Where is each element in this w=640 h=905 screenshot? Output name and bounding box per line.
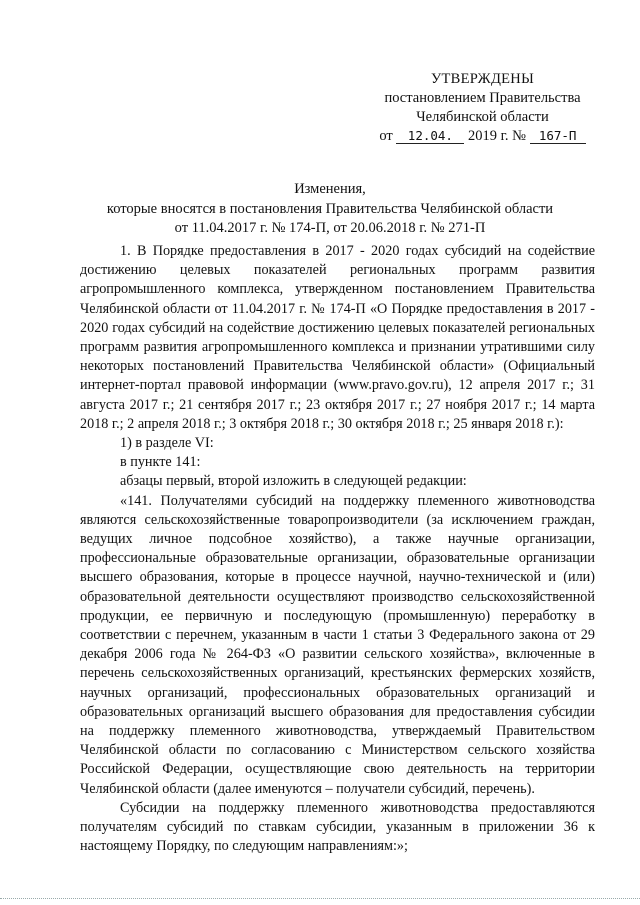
- paragraph-3: в пункте 141:: [120, 454, 201, 471]
- paragraph-5: «141. Получателями субсидий на поддержку племенного животноводства являются сельскохозяйственные товаропроизводители (за исключением граждан, ведущих личное подсобное хозяйство), а также научные организации, профессиональные образовательные организации, образовательные организации высшего образования, которые в процессе научной, научно-технической и (или) образовательной деятельности осуществляют производство сельскохозяйственной продукции, ее первичную и последующую (промышленную) переработку в соответствии с перечнем, указанным в части 1 статьи 3 Федерального закона от 29 декабря 2006 года № 264-ФЗ «О развитии сельского хозяйства», включенные в перечень сельскохозяйственных организаций, крестьянских фермерских хозяйств, научных организаций, профессиональных образовательных организаций и образовательных организаций высшего образования для предоставления субсидии на поддержку племенного животноводства, утверждаемый Правительством Челябинской области по согласованию с Министерством сельского хозяйства Российской Федерации, осуществляющие свою деятельность на территории Челябинской области (далее именуются – получатели субсидий, перечень).: [80, 492, 595, 797]
- paragraph-6: Субсидии на поддержку племенного животноводства предоставляются получателям субсидий по ставкам субсидии, указанным в приложении 36 к настоящему Порядку, по следующим направлениям:»;: [80, 799, 595, 855]
- heading-line-3: от 11.04.2017 г. № 174-П, от 20.06.2018 г. № 271-П: [174, 220, 486, 236]
- document-heading: [80, 180, 580, 239]
- paragraph-1: 1. В Порядке предоставления в 2017 - 2020 годах субсидий на содействие достижению целевых показателей региональных программ развития агропромышленного комплекса, утвержденном постановлением Правительства Челябинской области от 11.04.2017 г. № 174-П «О Порядке предоставления в 2017 - 2020 годах субсидий на содействие достижению целевых показателей региональных программ развития агропромышленного комплекса и признании утратившими силу некоторых постановлений Правительства Челябинской области» (Официальный интернет-портал правовой информации (www.pravo.gov.ru), 12 апреля 2017 г.; 31 августа 2017 г.; 21 сентября 2017 г.; 23 октября 2017 г.; 27 ноября 2017 г.; 14 марта 2018 г.; 2 апреля 2018 г.; 3 октября 2018 г.; 30 октября 2018 г.; 25 января 2018 г.):: [80, 243, 595, 432]
- page-bottom-edge: [0, 898, 640, 899]
- approval-line-1: постановлением Правительства: [384, 90, 581, 106]
- paragraph-2: 1) в разделе VI:: [120, 435, 214, 452]
- document-body: [80, 242, 595, 857]
- heading-line-2: которые вносятся в постановления Правительства Челябинской области: [106, 200, 554, 217]
- approval-line-2: Челябинской области: [416, 109, 549, 125]
- handwritten-number: 167-П: [530, 128, 586, 144]
- approval-date-line: [360, 127, 605, 146]
- approval-title: УТВЕРЖДЕНЫ: [430, 71, 535, 87]
- heading-title: Изменения,: [294, 181, 366, 197]
- handwritten-date: 12.04.: [396, 128, 464, 144]
- approval-stamp: [360, 70, 605, 146]
- paragraph-4: абзацы первый, второй изложить в следующей редакции:: [120, 473, 467, 490]
- date-prefix: от: [379, 128, 393, 144]
- year-text: 2019 г. №: [468, 128, 527, 144]
